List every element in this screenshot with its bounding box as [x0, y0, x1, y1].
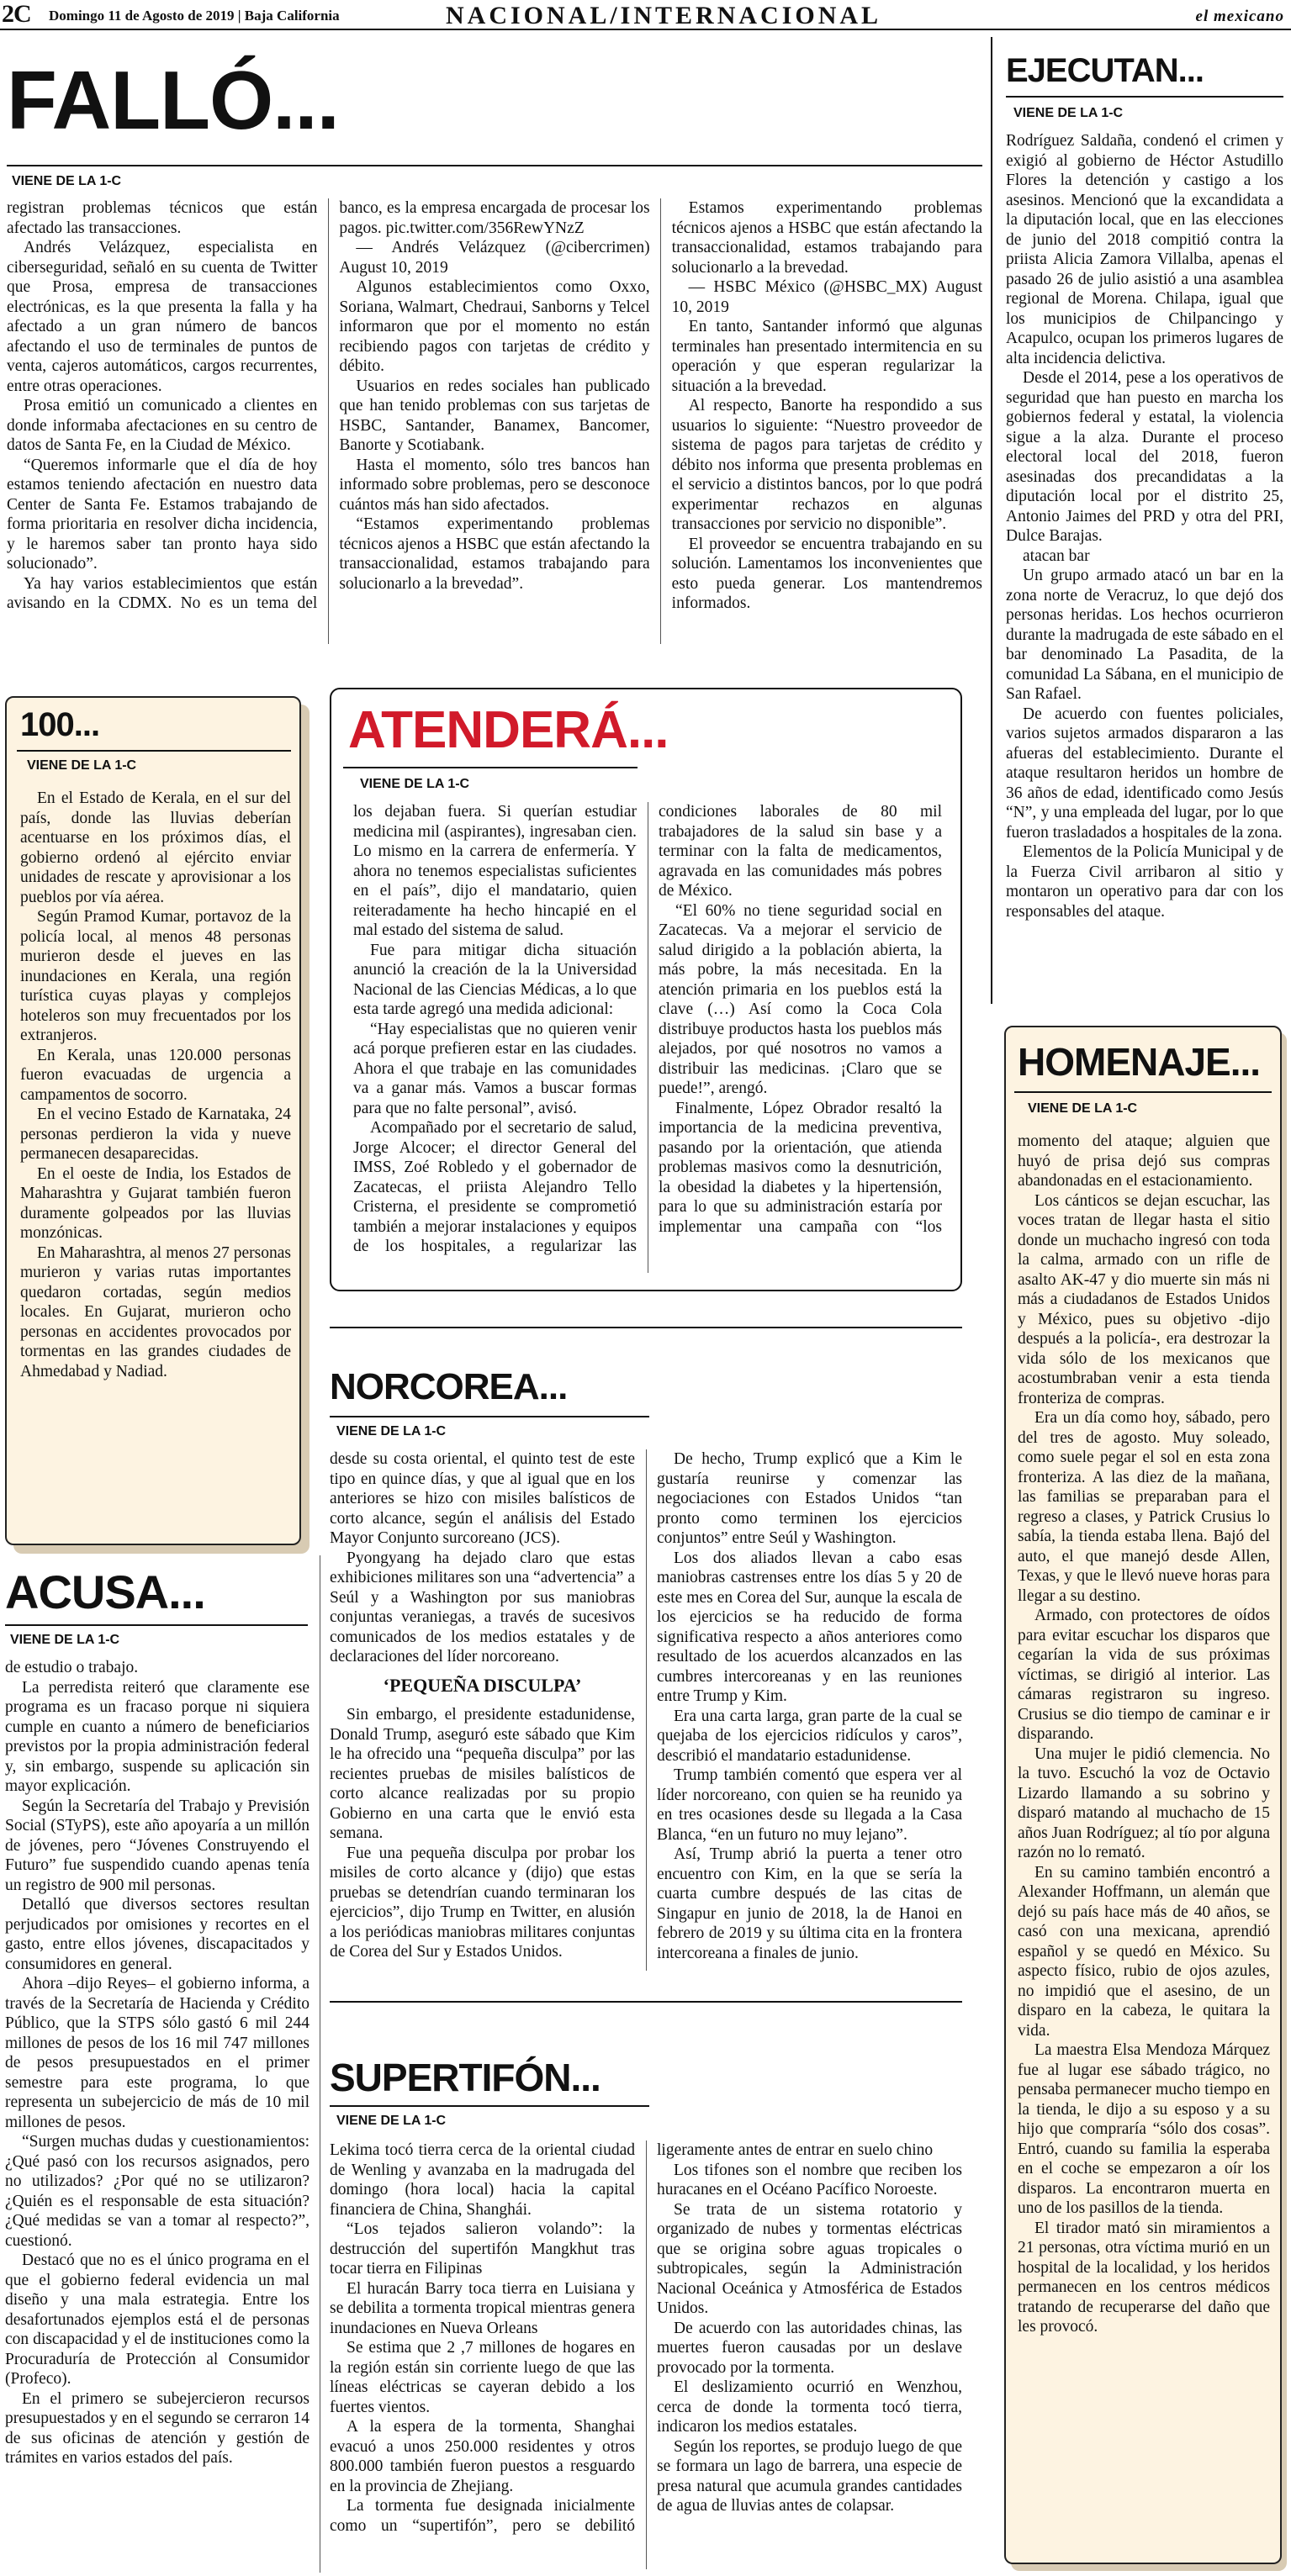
article-paragraph: Los dos aliados llevan a cabo esas maniobras castrenses entre los días 5 y 20 de este mes en Corea del Sur, aunque la escala de los ejercicios se ha reducido de forma significativa respecto a años anteriores como resultado de los acuerdos alcanzados en las cumbres intercoreanas y en las reuniones entre Trump y Kim. [657, 1549, 962, 1705]
atendera-kicker: VIENE DE LA 1-C [360, 777, 470, 791]
article-paragraph: “Queremos informarle que el día de hoy estamos teniendo afectación en nuestro data Center de Santa Fe. Estamos trabajando de forma prioritaria en resolver dicha incidencia, y le haremos saber tan pronto haya sido solucionado”. [7, 456, 318, 573]
article-paragraph: registran problemas técnicos que están afectado las transacciones. [7, 199, 318, 237]
article-paragraph: “Hay especialistas que no quieren venir acá porque prefieren estar en las ciudades. Ahora el que trabaje en las comunidades va a ganar más. Vamos a buscar formas para que no falte personal”, avisó. [353, 1020, 637, 1117]
article-paragraph: Una mujer le pidió clemencia. No la tuvo. Escuchó la voz de Octavio Lizardo llamando a su sobrino y disparó matando al muchacho de 15 años Juan Rodríguez; al tío por alguna razón no lo remató. [1018, 1745, 1270, 1861]
acusa-headline: ACUSA... [5, 1565, 205, 1618]
article-paragraph: Usuarios en redes sociales han publicado que han tenido problemas con sus tarjetas de HSBC, Santander, Banamex, Bancomer, Banorte y Scotiabank. [339, 377, 650, 454]
homenaje-box [1004, 1026, 1282, 2564]
ejecutan-kicker: VIENE DE LA 1-C [1013, 106, 1124, 120]
article-paragraph: En Kerala, unas 120.000 personas fueron evacuadas de urgencia a campamentos de socorro. [20, 1046, 291, 1104]
article-paragraph: Desde el 2014, pese a los operativos de seguridad que han puesto en marcha los gobiernos federal y estatal, la violencia sigue a la alza. Durante el proceso electoral local del 2018, fueron asesinadas dos precandidatas a la diputación local por el distrito 25, Antonio Jaimes del PRD y otra del PRI, Dulce Barajas. [1006, 369, 1283, 545]
article-paragraph: Según la Secretaría del Trabajo y Previsión Social (STyPS), este año apoyaría a un millón de jóvenes, pero “Jóvenes Construyendo el Futuro” fue suspendido cuando apenas tenía un registro de 900 mil personas. [5, 1797, 310, 1894]
article-paragraph: Pyongyang ha dejado claro que estas exhibiciones militares son una “advertencia” a Seúl y a Washington por sus maniobras conjuntas veraniegas, a través de sucesivos comunicados de los medios estatales y de declaraciones del líder norcoreano. [330, 1549, 635, 1665]
divider [5, 1624, 308, 1626]
article-paragraph: La maestra Elsa Mendoza Márquez fue al lugar ese sábado trágico, no pensaba permanecer mucho tiempo en la tienda, le dijo a su esposo y a su hijo que compraría “sólo dos cosas”. Entró, cuando su familia la esperaba en el coche se empezaron a oír los disparos. La encontraron muerta en uno de los pasillos de la tienda. [1018, 2041, 1270, 2217]
homenaje-kicker: VIENE DE LA 1-C [1028, 1101, 1138, 1116]
supertifon-headline: SUPERTIFÓN... [330, 2056, 601, 2099]
divider [1014, 1091, 1272, 1093]
article-paragraph: En el vecino Estado de Karnataka, 24 personas perdieron la vida y nueve permanecen desaparecidas. [20, 1106, 291, 1163]
article-paragraph: En tanto, Santander informó que algunas terminales han presentado intermitencia en su operación y que esperan regularizar la situación a la brevedad. [671, 318, 982, 395]
article-paragraph: Así, Trump abrió la puerta a tener otro encuentro con Kim, en la que se sería la cuarta cumbre después de las citas de Singapur en junio de 2018, la de Hanoi en febrero de 2019 y su última cita en la frontera intercoreana a finales de junio. [657, 1845, 962, 1962]
article-paragraph: “El 60% no tiene seguridad social en Zacatecas. Va a mejorar el servicio de salud dirigido a la población abierta, la más pobre, la más necesitada. En la atención primaria en los pueblos está la clave (…) Así como la Coca Cola distribuye productos hasta los pueblos más alejados, por qué nosotros no vamos a distribuir las medicinas. ¡Claro que se puede!”, arengó. [659, 901, 942, 1097]
article-paragraph: — HSBC México (@HSBC_MX) August 10, 2019 [671, 278, 982, 316]
norcorea-headline: NORCOREA... [330, 1366, 568, 1407]
article-paragraph: Según Pramod Kumar, portavoz de la policía local, al menos 48 personas murieron desde el jueves en las inundaciones en Kerala, una región turística cuyas playas y complejos hoteleros son muy frecuentados por los extranjeros. [20, 908, 291, 1044]
article-paragraph: Un grupo armado atacó un bar en la zona norte de Veracruz, lo que dejó dos personas heridas. Los hechos ocurrieron durante la madrugada de este sábado en el bar denominado La Pasadita, de la comunidad La Sábana, en el municipio de San Rafael. [1006, 567, 1283, 703]
article-paragraph: El deslizamiento ocurrió en Wenzhou, cerca de donde la tormenta tocó tierra, indicaron los medios estatales. [657, 2378, 962, 2436]
article-paragraph: Armado, con protectores de oídos para evitar escuchar los disparos que cegarían la vida de sus próximas víctimas, se dirigió al interior. Las cámaras registraron su ingreso. Crusius se dio tiempo de caminar e ir disparando. [1018, 1607, 1270, 1743]
acusa-article-body [5, 1658, 310, 2574]
divider [17, 750, 291, 752]
article-paragraph: Se trata de un sistema rotatorio y organizado de nubes y tormentas eléctricas que se origina sobre aguas tropicales o subtropicales, según la Administración Nacional Oceánica y Atmosférica de Estados Unidos. [657, 2200, 962, 2317]
article-paragraph: La tormenta fue designada inicialmente como un “supertifón”, pero se debilitó ligeramente antes de entrar en suelo chino [330, 2141, 934, 2535]
divider [7, 165, 982, 166]
cien-kicker: VIENE DE LA 1-C [27, 758, 137, 773]
article-paragraph: Ahora –dijo Reyes– el gobierno informa, a través de la Secretaría de Hacienda y Crédito Público, que la STPS sólo gastó 6 mil 244 millones de pesos de los 16 mil 747 millones de pesos presupuestados en el primer semestre para este programa, lo que representa un subejercicio de más de 10 mil millones de pesos. [5, 1975, 310, 2131]
divider [1006, 96, 1283, 98]
divider [330, 1416, 649, 1417]
article-paragraph: desde su costa oriental, el quinto test de este tipo en quince días, y que al igual que en los anteriores se hizo con misiles balísticos de corto alcance, según el análisis del Estado Mayor Conjunto surcoreano (JCS). [330, 1450, 635, 1547]
acusa-kicker: VIENE DE LA 1-C [10, 1633, 120, 1647]
fallo-article-body [7, 198, 982, 644]
article-paragraph: Detalló que diversos sectores resultan perjudicados por omisiones y recortes en el gasto, entre ellos jóvenes, discapacitados y consumidores en general. [5, 1896, 310, 1973]
article-paragraph: Sin embargo, el presidente estadunidense, Donald Trump, aseguró este sábado que Kim le ha ofrecido una “pequeña disculpa” por las recientes pruebas de misiles balísticos de corto alcance realizadas por su propio Gobierno en una carta que le envió esta semana. [330, 1706, 635, 1842]
article-paragraph: Rodríguez Saldaña, condenó el crimen y exigió al gobierno de Héctor Astudillo Flores la detención y castigo a los asesinos. Mencionó que la excandidata a la diputación local, que en las elecciones de junio del 2018 compitió contra la priista Alicia Zamora Villalba, apenas el pasado 26 de julio asistió a una asamblea regional de Morena. Chilapa, igual que los municipios de Chilpancingo y Acapulco, ocupan los primeros lugares de alta incidencia delictiva. [1006, 132, 1283, 367]
article-paragraph: La perredista reiteró que claramente ese programa es un fracaso porque ni siquiera cumple en cuanto a número de beneficiarios previstos por la propia administración federal y, sin embargo, suspende su aplicación sin mayor explicación. [5, 1678, 310, 1795]
article-paragraph: En Maharashtra, al menos 27 personas murieron y varias rutas importantes quedaron cortadas, según medios locales. En Gujarat, murieron ocho personas en accidentes provocados por tormentas en las grandes ciudades de Ahmedabad y Nadiad. [20, 1243, 291, 1380]
atendera-box [330, 688, 962, 1291]
fallo-headline: FALLÓ... [7, 54, 339, 146]
article-paragraph: Hasta el momento, sólo tres bancos han informado sobre problemas, pero se desconoce cuántos más han sido afectados. [339, 456, 650, 514]
divider [330, 2105, 649, 2107]
article-paragraph: Los cánticos se dejan escuchar, las voces tratan de llegar hasta el sitio donde un muchacho ingresó con toda la calma, armado con un rifle de asalto AK-47 y dio muerte sin más ni más a ciudadanos de Estados Unidos y México, pues su objetivo -dijo después a la policía-, era destrozar la vida sólo de los mexicanos que acostumbraban venir a esta tienda fronteriza de compras. [1018, 1191, 1270, 1407]
article-paragraph: Fue para mitigar dicha situación anunció la creación de la la Universidad Nacional de las Ciencias Médicas, a lo que esta tarde agregó una medida adicional: [353, 941, 637, 1018]
homenaje-headline: HOMENAJE... [1018, 1040, 1261, 1084]
article-paragraph: Según los reportes, se produjo luego de que se formara un lago de barrera, una especie de presa natural que acumula grandes cantidades de agua de lluvias antes de colapsar. [657, 2437, 962, 2515]
fallo-kicker: VIENE DE LA 1-C [12, 174, 122, 188]
column-gap [991, 1017, 992, 2573]
article-paragraph: Prosa emitió un comunicado a clientes en donde informaba afectaciones en su centro de datos de Santa Fe, en la Ciudad de México. [7, 397, 318, 454]
article-paragraph: — Andrés Velázquez (@cibercrimen) August 10, 2019 [339, 239, 650, 277]
ejecutan-article-body [1006, 131, 1283, 1014]
article-paragraph: Era un día como hoy, sábado, pero del tres de agosto. Muy soleado, como suele pegar el sol en esta zona fronteriza. A las diez de la mañana, las familias se preparaban para el regreso a clases, y Patrick Crusius lo sabía, la tienda estaba llena. Bajó del auto, el que manejó desde Allen, Texas, y que le llevó nueve horas para llegar a su destino. [1018, 1409, 1270, 1605]
article-paragraph: Finalmente, López Obrador resaltó la importancia de la medicina preventiva, pasando por la orientación, que atienda problemas masivos como la desnutrición, la obesidad la diabetes y la hipertensión, para lo que su administración estaría por implementar una campaña con “los [659, 1099, 942, 1236]
article-paragraph: Los tifones son el nombre que reciben los huracanes en el Océano Pacífico Noroeste. [657, 2161, 962, 2199]
ejecutan-headline: EJECUTAN... [1006, 52, 1204, 89]
column-divider [991, 37, 992, 1004]
article-paragraph: “Estamos experimentando problemas técnicos ajenos a HSBC que están afectando la transaccionalidad, estamos trabajando para solucionarlo a la brevedad”. [339, 515, 650, 593]
article-paragraph: Era una carta larga, gran parte de la cual se quejaba de los ejercicios ridículos y caros”, describió el mandatario estadunidense. [657, 1707, 962, 1765]
article-paragraph: Algunos establecimientos como Oxxo, Soriana, Walmart, Chedraui, Sanborns y Telcel informaron que por el momento no están recibiendo pagos con tarjetas de crédito y débito. [339, 278, 650, 375]
divider [330, 2001, 962, 2003]
article-paragraph: Ya hay varios establecimientos que están avisando en la CDMX. No es un tema del banco, es la empresa encargada de procesar los pagos. pic.twitter.com/356RewYNzZ [7, 199, 650, 612]
cien-headline: 100... [20, 706, 100, 743]
article-paragraph: Al respecto, Banorte ha respondido a sus usuarios lo siguiente: “Nuestro proveedor de sistema de pagos para tarjetas de crédito y débito nos informa que presenta problemas en el servicio a distintos bancos, por lo que podrá experimentar rechazos en algunas transacciones por servicio no disponible”. [671, 397, 982, 533]
divider [343, 767, 638, 768]
article-paragraph: El tirador mató sin miramientos a 21 personas, otra víctima murió en un hospital de la localidad, y los heridos permanecen en los centros médicos tratando de recuperarse del daño que les provocó. [1018, 2219, 1270, 2336]
article-paragraph: En el oeste de India, los Estados de Maharashtra y Gujarat también fueron duramente golpeados por las lluvias monzónicas. [20, 1164, 291, 1242]
atendera-headline: ATENDERÁ... [348, 701, 669, 759]
divider [330, 1327, 962, 1328]
article-paragraph: los dejaban fuera. Si querían estudiar medicina mil (aspirantes), ingresaban cien. Lo mismo en la carrera de enfermería. Y ahora no tenemos especialistas suficientes en el país”, dijo el mandatario, quien reiteradamente ha hecho hincapié en el mal estado del sistema de salud. [353, 803, 637, 939]
article-paragraph: momento del ataque; alguien que huyó de prisa dejó sus compras abandonadas en el estacionamiento. [1018, 1132, 1270, 1190]
article-paragraph: El huracán Barry toca tierra en Luisiana y se debilita a tormenta tropical mientras genera inundaciones en Nueva Orleans [330, 2279, 635, 2337]
norcorea-subheading: ‘PEQUEÑA DISCULPA’ [383, 1674, 582, 1696]
section-title: NACIONAL/INTERNACIONAL [446, 2, 882, 29]
article-paragraph: Estamos experimentando problemas técnicos ajenos a HSBC que están afectando la transaccionalidad, estamos trabajando para solucionarlo a la brevedad. [671, 199, 982, 277]
article-paragraph: Andrés Velázquez, especialista en ciberseguridad, señaló en su cuenta de Twitter que Prosa, empresa de transacciones electrónicas, es la que presenta la falla y ha afectado a un gran número de bancos afectando el uso de terminales de puntos de venta, cajeros automáticos, cargos recurrentes, entre otras operaciones. [7, 239, 318, 395]
article-paragraph: De hecho, Trump explicó que a Kim le gustaría reunirse y comenzar las negociaciones con Estados Unidos “tan pronto como terminen los ejercicios conjuntos” entre Seúl y Washington. [657, 1450, 962, 1547]
article-paragraph: Fue una pequeña disculpa por probar los misiles de corto alcance y (dijo) que estas pruebas se detendrían cuando terminaran los ejercicios”, dijo Trump en Twitter, en alusión a los periódicas maniobras militares conjuntas de Corea del Sur y Estados Unidos. [330, 1844, 635, 1961]
article-paragraph: Destacó que no es el único programa en el que el gobierno federal evidencia un mal diseño y una mala estrategia. Entre los desafortunados ejemplos está el de personas con discapacidad y el de instituciones como la Procuraduría de Protección al Consumidor (Profeco). [5, 2251, 310, 2388]
date-line: Domingo 11 de Agosto de 2019 | Baja California [49, 8, 340, 24]
supertifon-kicker: VIENE DE LA 1-C [336, 2114, 447, 2128]
article-paragraph: “Los tejados salieron volando”: la destrucción del supertifón Mangkhut tras tocar tierra en Filipinas [330, 2220, 635, 2278]
article-paragraph: Elementos de la Policía Municipal y de la Fuerza Civil arribaron al sitio y montaron un operativo para dar con los responsables del ataque. [1006, 843, 1283, 921]
norcorea-kicker: VIENE DE LA 1-C [336, 1424, 447, 1438]
supertifon-article-body [330, 2141, 962, 2569]
atendera-article-body [353, 802, 942, 1273]
cien-article-body [20, 789, 291, 1537]
article-paragraph: De acuerdo con las autoridades chinas, las muertes fueron causadas por un deslave provocado por la tormenta. [657, 2319, 962, 2377]
article-paragraph: Acompañado por el secretario de salud, Jorge Alcocer; el director General del IMSS, Zoé Robledo y el gobernador de Zacatecas, el priista Alejandro Tello Cristerna, el presidente se comprometió también a mejorar instalaciones y equipos de los hospitales, a regularizar las condiciones laborales de 80 mil trabajadores de la salud sin base y a terminar con la falta de medicamentos, agravada en las comunidades más pobres de México. [353, 803, 942, 1255]
norcorea-article-body [330, 1449, 962, 1971]
article-paragraph: En el primero se subejercieron recursos presupuestados y en el segundo se cerraron 14 de sus oficinas de atención y gestión de trámites en varios estados del país. [5, 2389, 310, 2467]
homenaje-article-body [1018, 1132, 1270, 2552]
brand-name: el mexicano [1195, 8, 1284, 25]
article-paragraph: A la espera de la tormenta, Shanghai evacuó a unos 250.000 residentes y otros 800.000 también fueron puestos a resguardo en la provincia de Zhejiang. [330, 2418, 635, 2495]
article-paragraph: En el Estado de Kerala, en el sur del país, donde las lluvias deberían acentuarse en los próximos días, el gobierno ordenó al ejército enviar unidades de rescate y aprovisionar a los pueblos por vía aérea. [20, 789, 291, 906]
page-header [0, 0, 1291, 30]
article-paragraph: El proveedor se encuentra trabajando en su solución. Lamentamos los inconvenientes que esto pueda generar. Los mantendremos informados. [671, 535, 982, 612]
article-paragraph: Se estima que 2 ,7 millones de hogares en la región están sin corriente luego de que las líneas eléctricas se cayeran debido a los fuertes vientos. [330, 2339, 635, 2416]
article-paragraph: de estudio o trabajo. [5, 1659, 139, 1676]
article-paragraph: Lekima tocó tierra cerca de la oriental ciudad de Wenling y avanzaba en la madrugada del domingo (hora local) hacia la capital financiera de China, Shanghái. [330, 2141, 635, 2219]
article-paragraph: atacan bar [1023, 546, 1090, 565]
article-paragraph: “Surgen muchas dudas y cuestionamientos: ¿Qué pasó con los recursos asignados, pero no utilizados? ¿Por qué no se utilizaron? ¿Quién es el responsable de esta situación? ¿Qué medidas se van a tomar al respecto?”, cuestionó. [5, 2133, 310, 2250]
article-paragraph: En su camino también encontró a Alexander Hoffmann, un alemán que dejó su país hace más de 40 años, se casó con una mexicana, aprendió español y se quedó en México. Su aspecto físico, rubio de ojos azules, no impidió que el asesino, de un disparo en la cabeza, le quitara la vida. [1018, 1863, 1270, 2040]
article-paragraph: Trump también comentó que espera ver al líder norcoreano, con quien se ha reunido ya en tres ocasiones desde su llegada a la Casa Blanca, “en un futuro no muy lejano”. [657, 1766, 962, 1844]
page-number: 2C [2, 0, 31, 28]
article-paragraph: De acuerdo con fuentes policiales, varios sujetos armados dispararon a las afueras del establecimiento. Durante el ataque resultaron heridos un hombre de 36 años de edad, identificado como Jesús “N”, y una empleada del lugar, por lo que fueron trasladados a hospitales de la zona. [1006, 705, 1283, 842]
cien-box [5, 696, 301, 1545]
